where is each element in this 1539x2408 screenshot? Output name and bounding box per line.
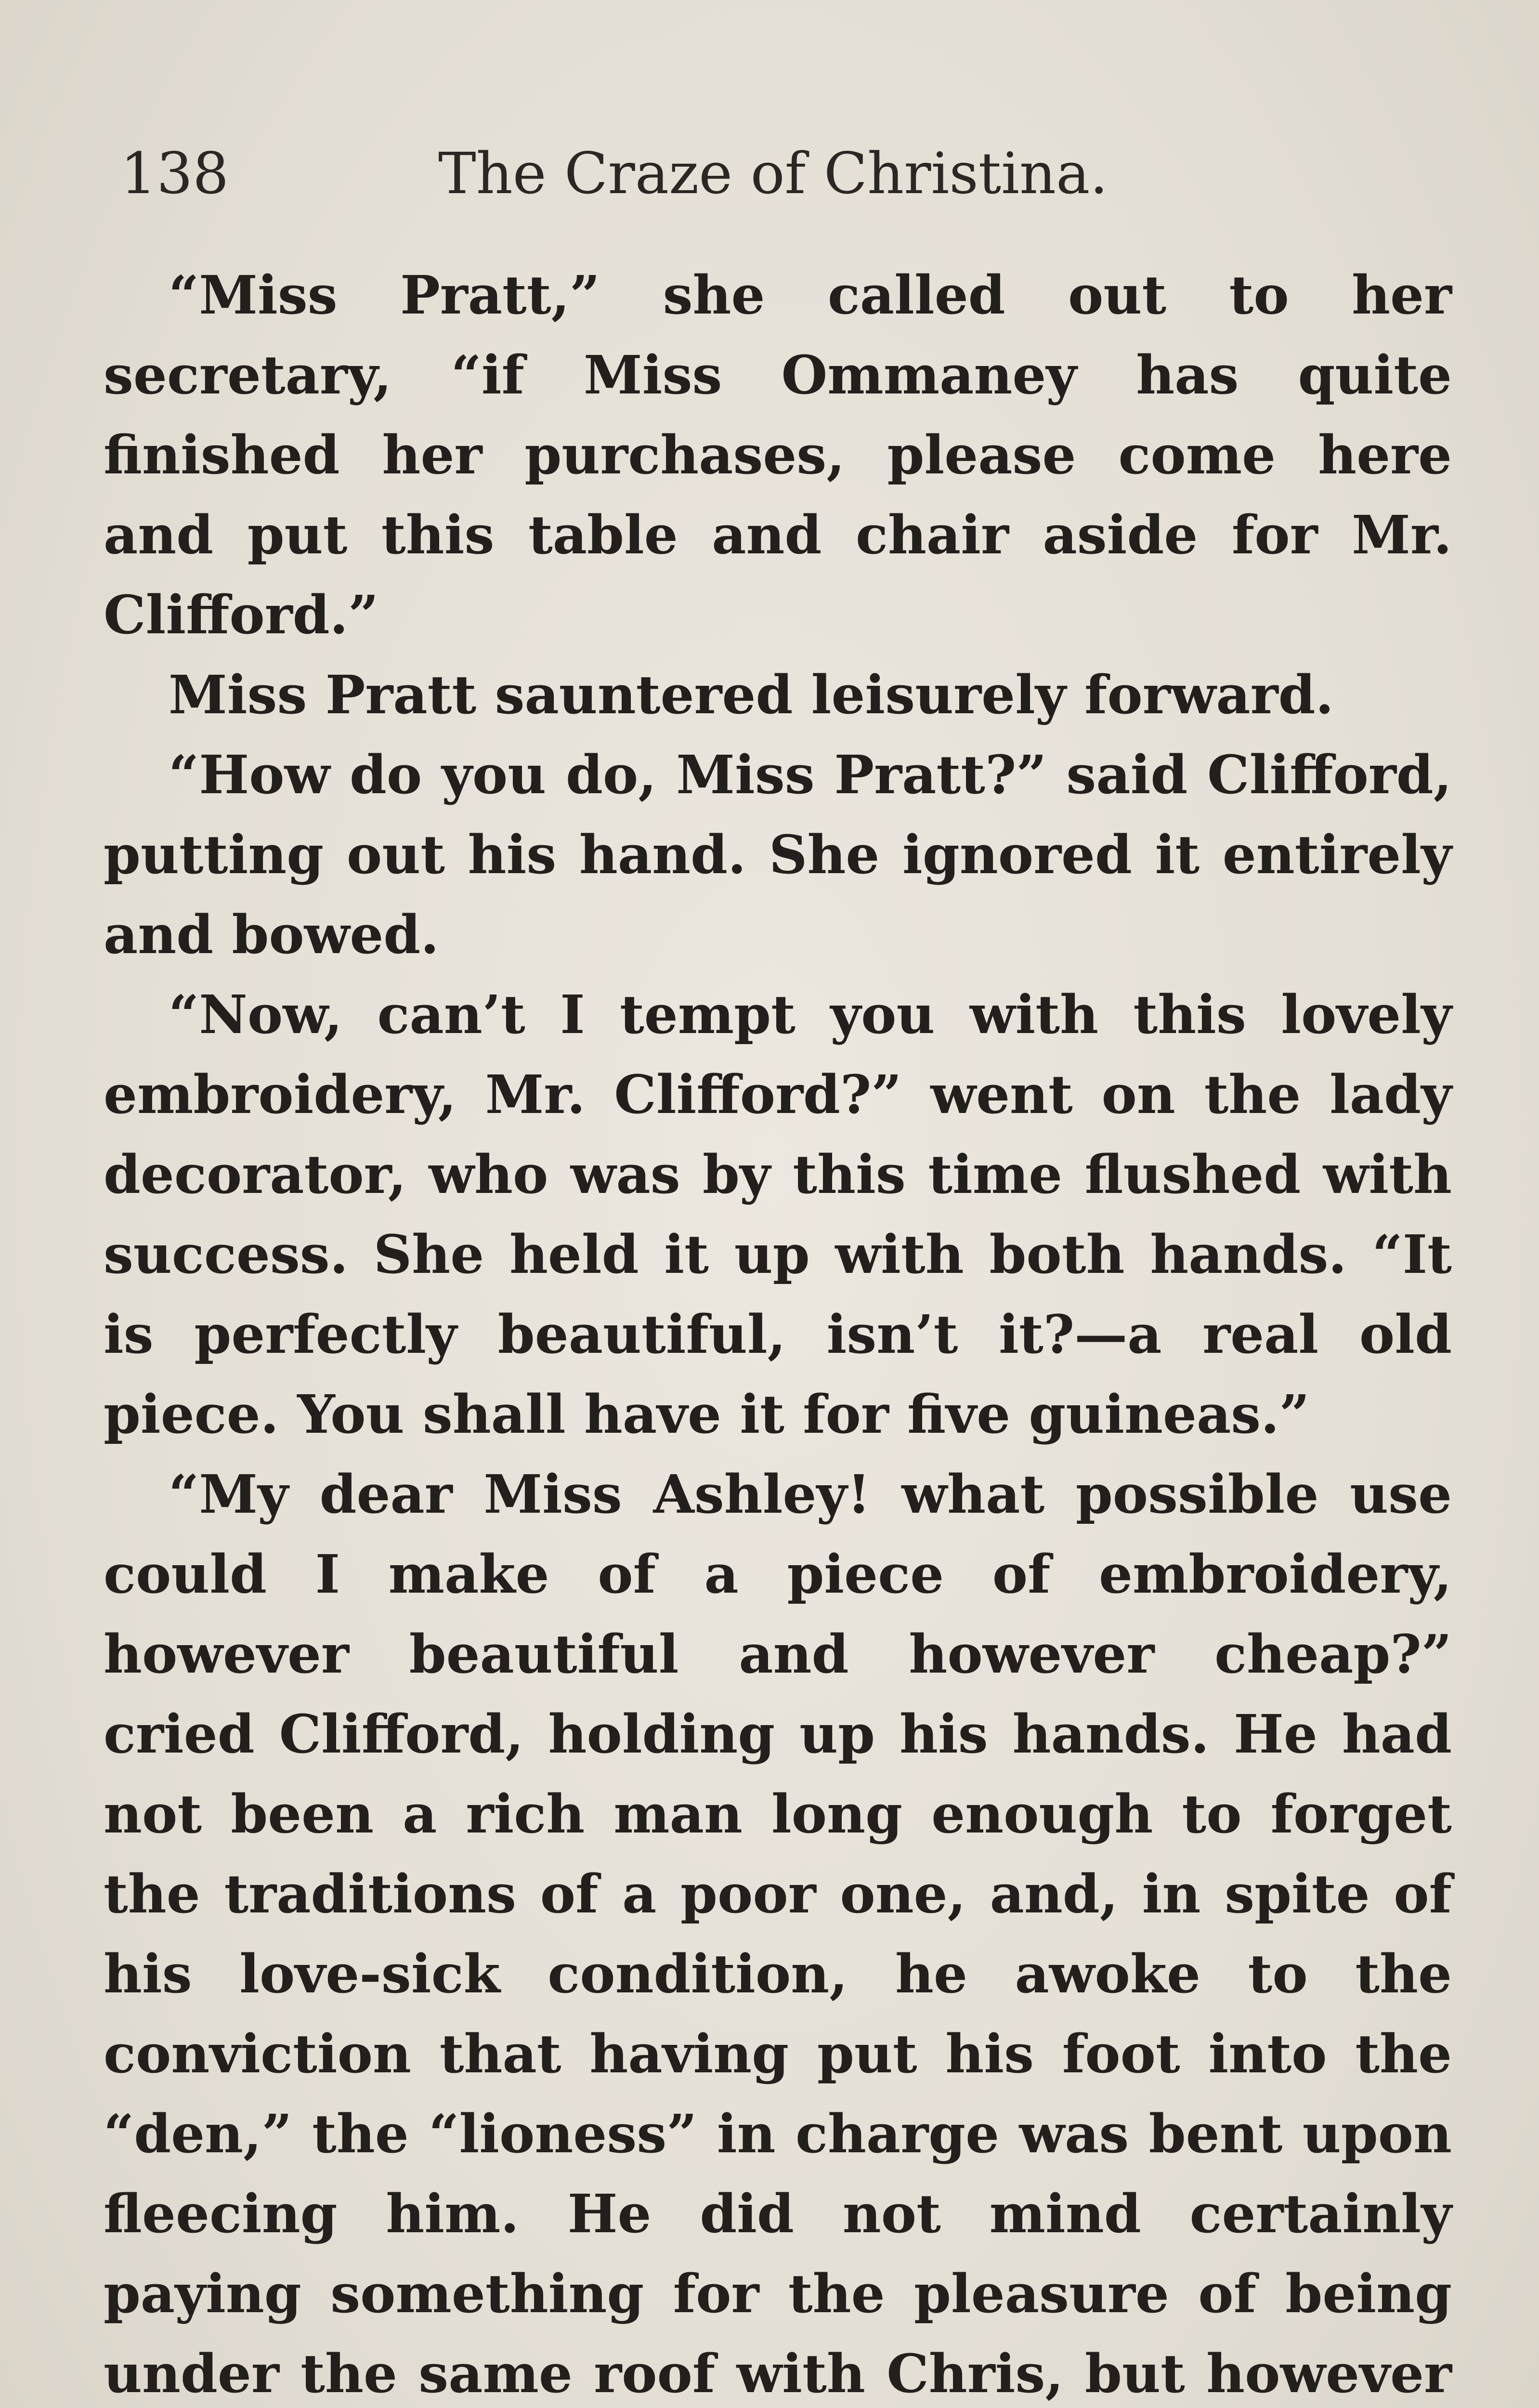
paragraph-3: “How do you do, Miss Pratt?” said Clifford, putting out his hand. She ignored it entirely and bowed.: [104, 744, 1452, 966]
paragraph-2: Miss Pratt sauntered leisurely forward.: [169, 664, 1334, 726]
paragraph-1: “Miss Pratt,” she called out to her secretary, “if Miss Ommaney has quite finished her purchases, please come here and put this table and chair aside for Mr. Clifford.”: [104, 264, 1452, 646]
body-text: [104, 255, 1452, 2408]
running-head: [120, 130, 1421, 217]
paragraph-4: “Now, can’t I tempt you with this lovely embroidery, Mr. Clifford?” went on the lady decorator, who was by this time flushed with success. She held it up with both hands. “It is perfectly beautiful, isn’t it?—a real old piece. You shall have it for five guineas.”: [104, 983, 1452, 1445]
book-title: The Craze of Christina.: [438, 140, 1108, 207]
page-number: 138: [120, 140, 229, 207]
paragraph-5: “My dear Miss Ashley! what possible use could I make of a piece of embroidery, however beautiful and however cheap?” cried Clifford, holding up his hands. He had not been a rich man long enough to forget the traditions of a poor one, and, in spite of his love-sick condition, he awoke to the conviction that having put his foot into the “den,” the “lioness” in charge was bent upon fleecing him. He did not mind certainly paying something for the pleasure of being under the same roof with Chris, but however: [104, 1463, 1452, 2405]
